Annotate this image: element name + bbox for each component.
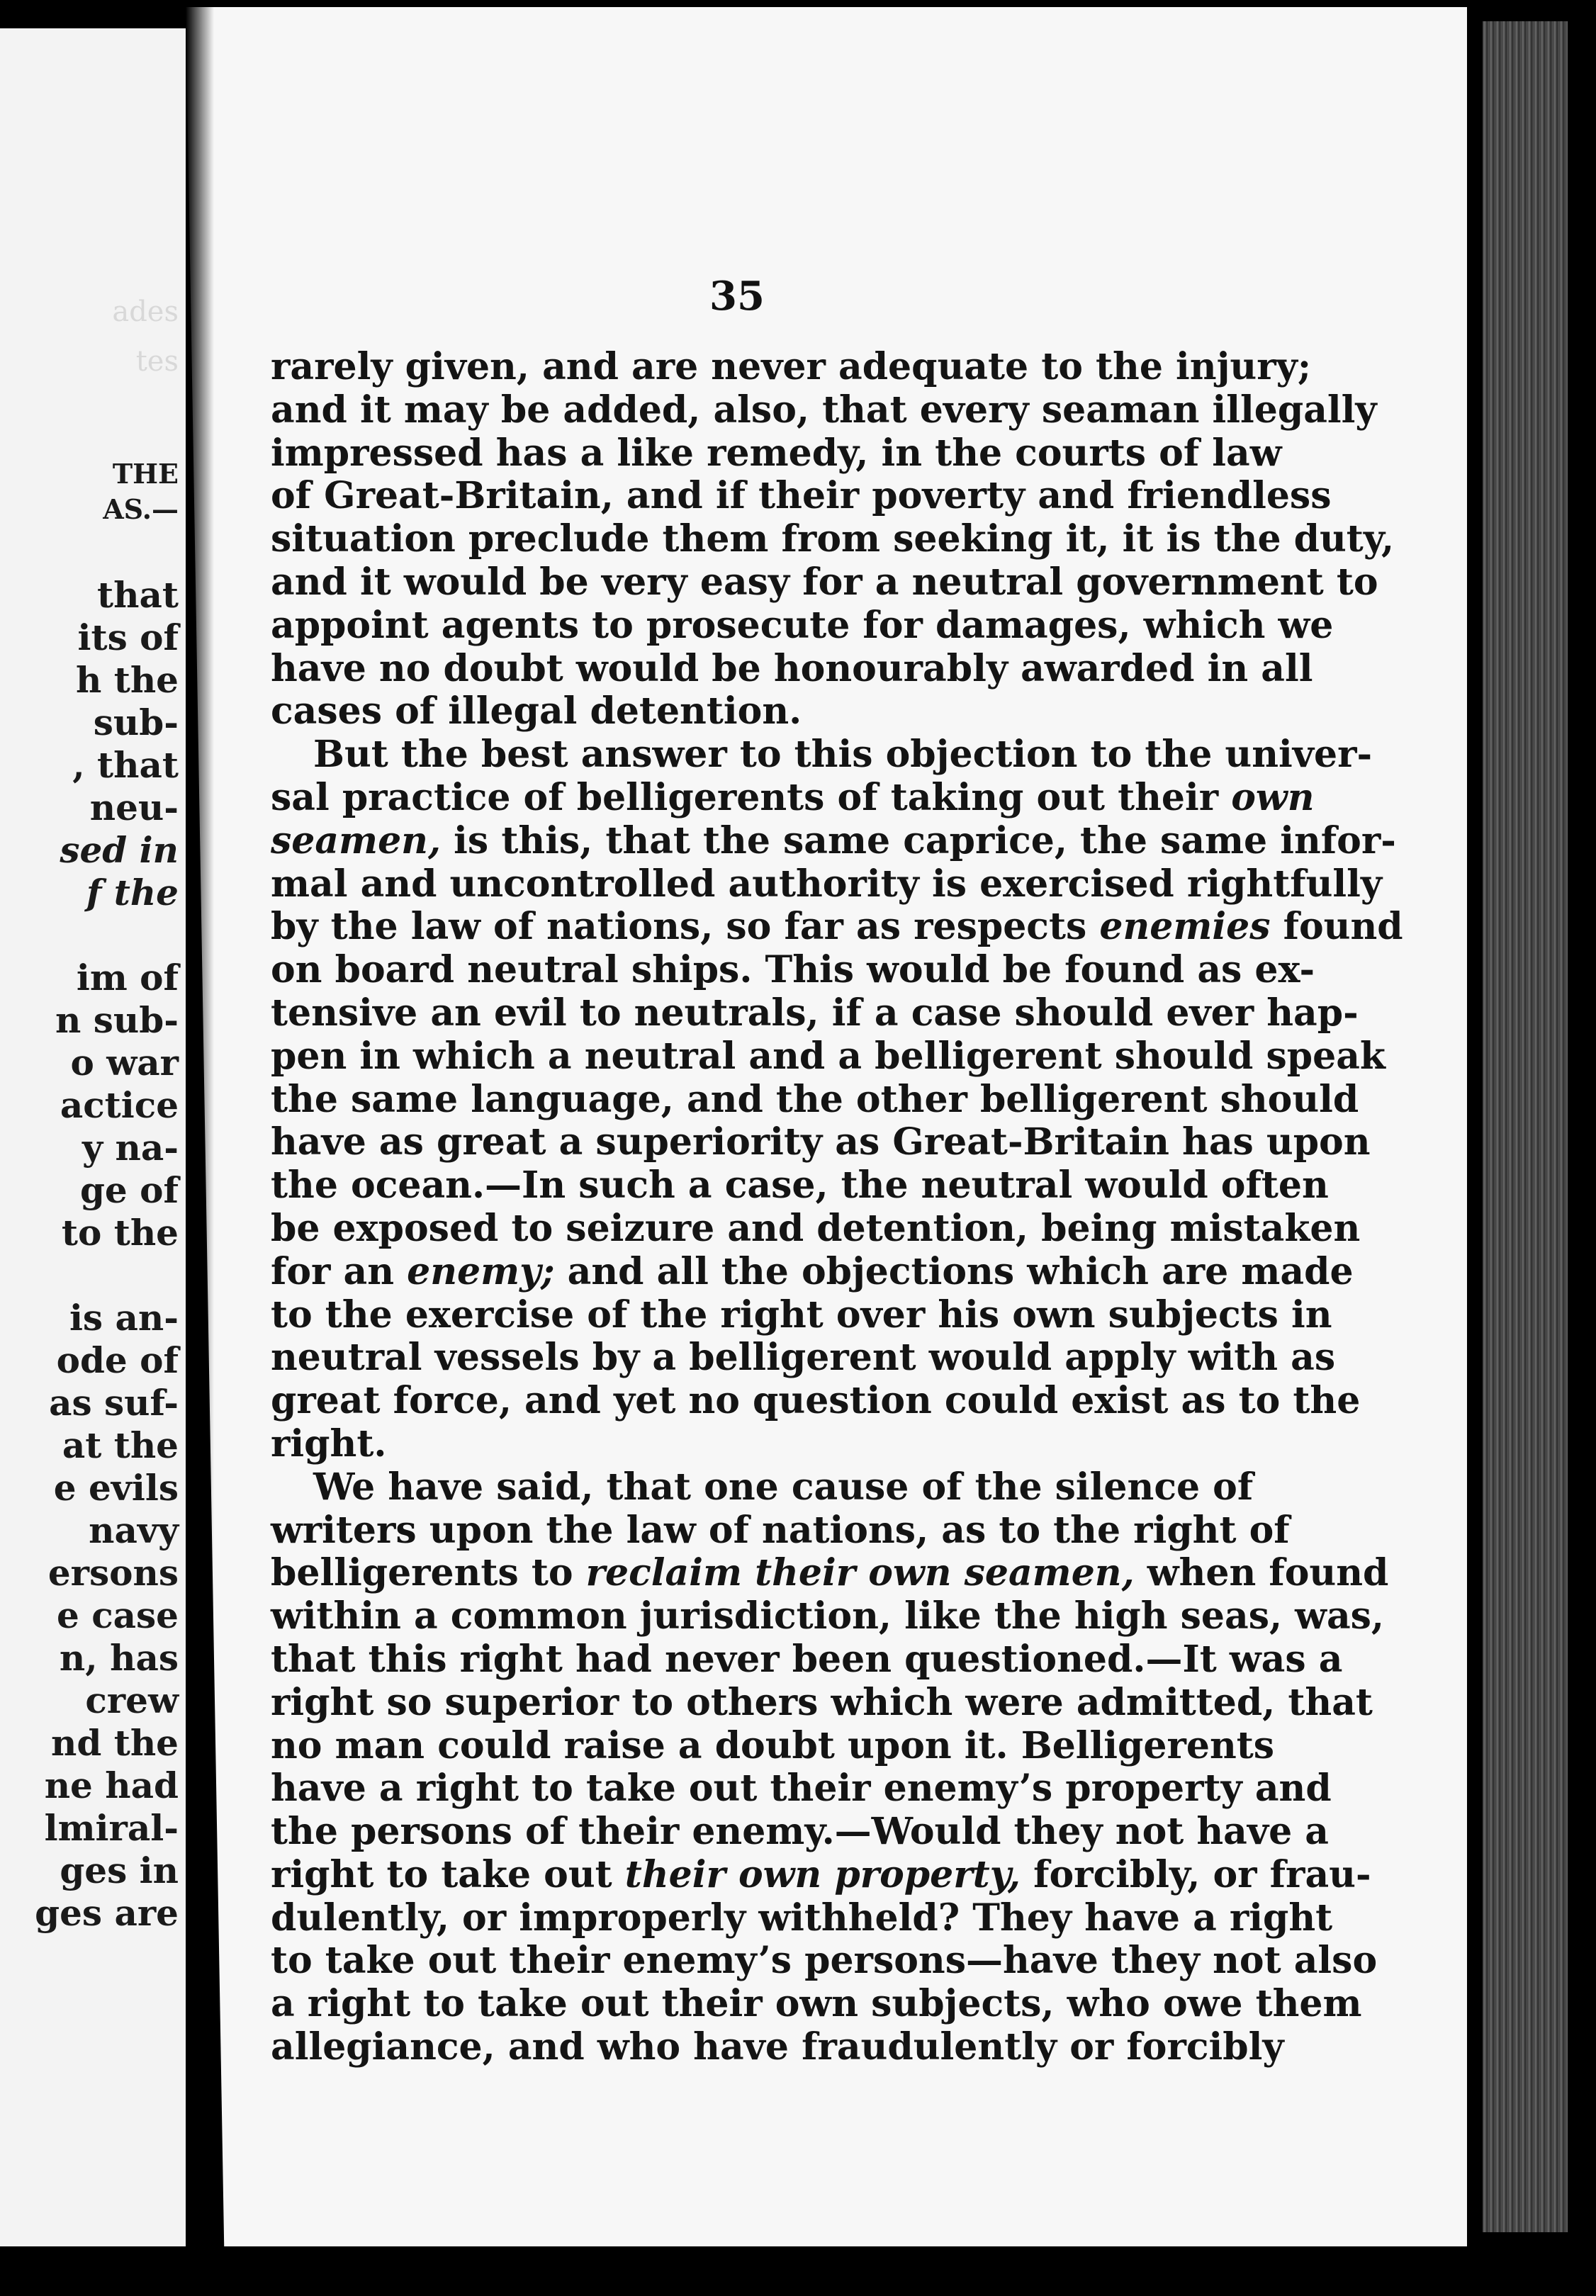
left-facing-page <box>0 28 186 2246</box>
text-segment: dulently, or improperly withheld? They have a right <box>271 1896 1333 1940</box>
italic-text: seamen, <box>271 818 442 862</box>
text-segment: and it may be added, also, that every seaman illegally <box>271 388 1377 432</box>
text-segment: pen in which a neutral and a belligerent should speak <box>271 1034 1386 1078</box>
left-page-line: ges in <box>60 1850 179 1891</box>
text-line <box>271 1852 1371 1897</box>
text-segment: allegiance, and who have fraudulently or forcibly <box>271 2025 1284 2069</box>
gutter-shadow <box>186 0 214 2296</box>
text-line <box>271 517 1395 561</box>
text-segment: impressed has a like remedy, in the courts of law <box>271 431 1282 475</box>
text-segment: that this right had never been questioned.—It was a <box>271 1637 1343 1681</box>
left-page-line: THE <box>112 458 179 490</box>
left-page-line: nd the <box>51 1722 179 1764</box>
text-segment: found <box>1270 905 1403 949</box>
text-line <box>271 603 1334 648</box>
page-number: 35 <box>709 273 765 320</box>
text-line <box>271 646 1313 691</box>
text-line <box>271 1077 1359 1122</box>
italic-text: own <box>1231 775 1315 819</box>
text-segment: right to take out <box>271 1852 625 1896</box>
text-segment: when found <box>1134 1551 1389 1595</box>
text-segment: within a common jurisdiction, like the high seas, was, <box>271 1594 1385 1638</box>
text-line <box>271 1034 1386 1079</box>
left-page-line: navy <box>89 1509 179 1551</box>
text-segment: forcibly, or frau- <box>1020 1852 1371 1896</box>
text-segment: for an <box>271 1249 408 1293</box>
text-line <box>271 862 1383 906</box>
text-line <box>271 1982 1362 2026</box>
text-line <box>271 1379 1361 1423</box>
text-line <box>271 1939 1378 1983</box>
left-page-line: h the <box>75 659 179 701</box>
left-page-line: sed in <box>60 829 179 871</box>
text-segment: mal and uncontrolled authority is exercised rightfully <box>271 862 1383 906</box>
left-page-line: ne had <box>44 1765 179 1806</box>
left-page-line: crew <box>85 1679 179 1721</box>
text-line <box>271 1594 1385 1638</box>
text-segment: rarely given, and are never adequate to the injury; <box>271 345 1312 388</box>
text-segment: of Great-Britain, and if their poverty and friendless <box>271 474 1332 518</box>
text-line <box>271 388 1377 432</box>
left-page-line: sub- <box>93 702 179 743</box>
left-page-line: ode of <box>56 1339 179 1381</box>
text-segment: right. <box>271 1422 387 1465</box>
body-text <box>271 345 1403 2069</box>
text-line <box>271 345 1312 389</box>
left-page-line: , that <box>72 744 179 786</box>
text-segment: right so superior to others which were admitted, that <box>271 1680 1373 1724</box>
left-page-line: AS.— <box>103 493 179 525</box>
text-segment: to take out their enemy’s persons—have they not also <box>271 1939 1378 1983</box>
text-segment: But the best answer to this objection to the univer- <box>313 733 1373 777</box>
text-line <box>271 1810 1329 1854</box>
left-page-line: that <box>97 574 179 616</box>
left-page-line: y na- <box>82 1127 179 1169</box>
text-segment: have no doubt would be honourably awarded in all <box>271 646 1313 690</box>
left-page-line: n sub- <box>55 999 179 1041</box>
text-segment: belligerents to <box>271 1551 586 1595</box>
text-line <box>271 431 1282 475</box>
left-page-line: f the <box>86 872 179 913</box>
text-line <box>271 1206 1361 1251</box>
italic-text: reclaim their own seamen, <box>585 1551 1135 1595</box>
text-segment: neutral vessels by a belligerent would apply with as <box>271 1336 1336 1380</box>
left-page-line: ades <box>112 296 179 328</box>
text-segment: by the law of nations, so far as respects <box>271 905 1100 949</box>
left-page-line: neu- <box>89 787 179 828</box>
text-line <box>271 1551 1389 1595</box>
text-line <box>271 1723 1275 1768</box>
text-line <box>271 1120 1371 1164</box>
text-segment: writers upon the law of nations, as to the right of <box>271 1508 1290 1552</box>
text-segment: cases of illegal detention. <box>271 690 802 733</box>
text-segment: the same language, and the other belligerent should <box>271 1077 1359 1121</box>
text-line <box>271 1896 1333 1940</box>
left-page-line: o war <box>70 1042 179 1084</box>
text-line <box>271 991 1359 1035</box>
text-line <box>271 775 1315 820</box>
text-segment: is this, that the same caprice, the same infor- <box>441 818 1396 862</box>
text-segment: to the exercise of the right over his own subjects in <box>271 1293 1332 1336</box>
text-line <box>271 690 1213 733</box>
left-page-line: e case <box>56 1594 179 1636</box>
text-line <box>271 1637 1343 1682</box>
text-segment: great force, and yet no question could exist as to the <box>271 1379 1361 1423</box>
left-page-line: ges are <box>35 1892 179 1934</box>
text-line <box>271 1508 1290 1553</box>
left-page-line: ersons <box>47 1552 179 1594</box>
left-page-line: lmiral- <box>44 1807 179 1849</box>
text-line <box>271 733 1373 777</box>
text-line <box>271 1336 1336 1380</box>
left-page-line: is an- <box>69 1297 179 1339</box>
text-line <box>271 1293 1332 1337</box>
text-segment: on board neutral ships. This would be found as ex- <box>271 948 1315 992</box>
page-stack-edge <box>1483 21 1568 2232</box>
text-line <box>271 2025 1284 2069</box>
text-line <box>271 474 1332 518</box>
left-page-line: tes <box>135 345 179 378</box>
text-segment: We have said, that one cause of the silence of <box>313 1465 1254 1509</box>
italic-text: enemies <box>1099 905 1271 949</box>
text-segment: the ocean.—In such a case, the neutral would often <box>271 1164 1329 1208</box>
text-line <box>271 948 1315 992</box>
left-page-line: its of <box>77 617 179 658</box>
left-page-line: at the <box>62 1424 179 1466</box>
left-page-line: n, has <box>59 1637 179 1679</box>
text-segment: no man could raise a doubt upon it. Belligerents <box>271 1723 1275 1767</box>
italic-text: their own property, <box>624 1852 1021 1896</box>
left-page-line: e evils <box>53 1467 179 1509</box>
text-line <box>271 1164 1329 1208</box>
text-line <box>271 1465 1254 1509</box>
text-segment: tensive an evil to neutrals, if a case should ever hap- <box>271 991 1359 1035</box>
left-page-line: as suf- <box>49 1382 179 1424</box>
text-segment: and it would be very easy for a neutral government to <box>271 560 1378 604</box>
text-segment: have a right to take out their enemy’s property and <box>271 1767 1332 1811</box>
text-line <box>271 560 1378 604</box>
text-line <box>271 905 1403 949</box>
italic-text: enemy; <box>407 1249 555 1293</box>
left-page-line: to the <box>61 1212 179 1254</box>
text-line <box>271 1767 1332 1811</box>
text-segment: have as great a superiority as Great-Britain has upon <box>271 1120 1371 1164</box>
text-segment: appoint agents to prosecute for damages, which we <box>271 603 1334 647</box>
left-page-line: ge of <box>79 1169 179 1211</box>
left-page-line: im of <box>76 957 179 998</box>
text-segment: and all the objections which are made <box>554 1249 1354 1293</box>
text-segment: the persons of their enemy.—Would they not have a <box>271 1810 1329 1854</box>
text-segment: be exposed to seizure and detention, being mistaken <box>271 1206 1361 1250</box>
text-line <box>271 1249 1354 1294</box>
text-line <box>271 1423 1213 1466</box>
left-page-line: actice <box>60 1084 179 1126</box>
text-segment: situation preclude them from seeking it, it is the duty, <box>271 517 1395 561</box>
text-line <box>271 1680 1373 1725</box>
text-segment: sal practice of belligerents of taking out their <box>271 775 1232 819</box>
text-line <box>271 818 1396 863</box>
text-segment: a right to take out their own subjects, who owe them <box>271 1982 1362 2026</box>
